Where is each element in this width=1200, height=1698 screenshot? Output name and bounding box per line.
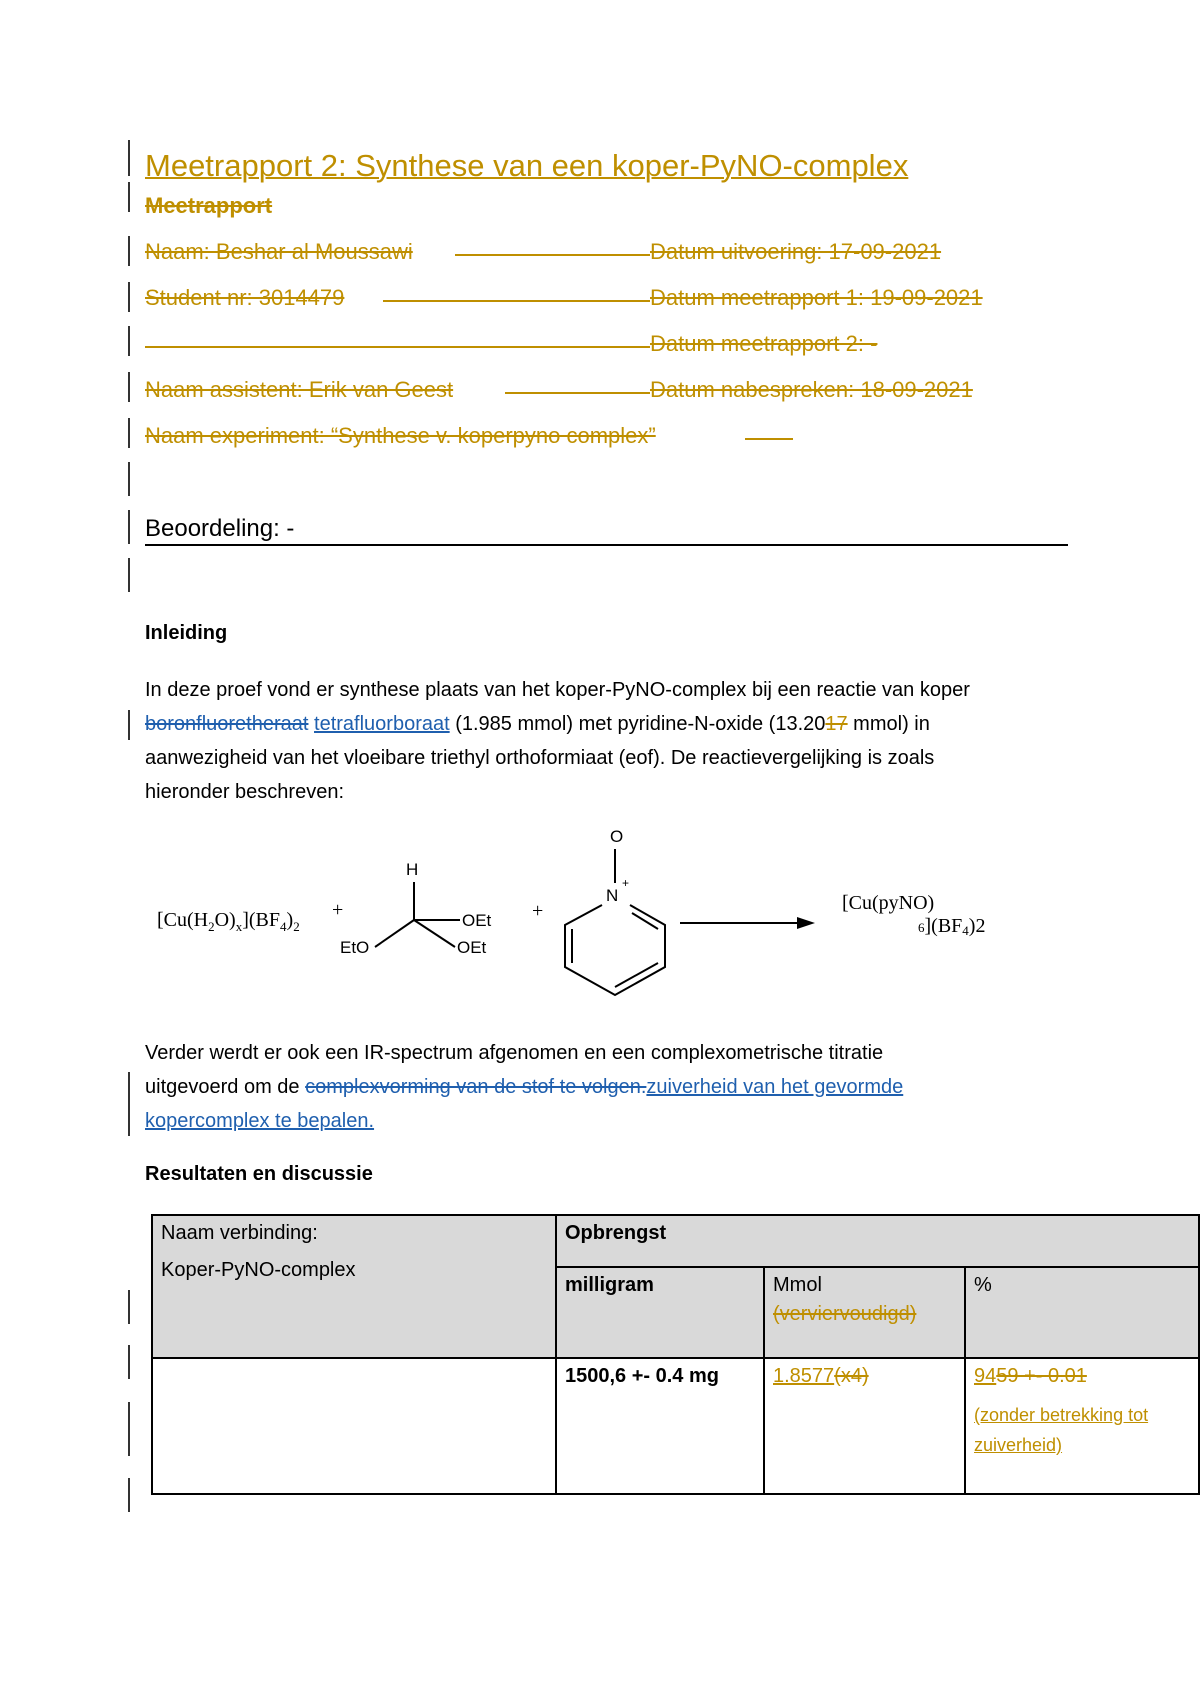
- atom-n: N: [606, 886, 619, 905]
- change-bar: [128, 182, 130, 212]
- table-cell: [965, 1358, 1199, 1494]
- datum-uitvoering: Datum uitvoering: 17-09-2021: [650, 239, 942, 264]
- beoordeling: Beoordeling: -: [145, 515, 295, 542]
- results-table: [151, 1214, 1200, 1495]
- student-nr: Student nr: 3014479: [145, 285, 345, 310]
- deleted-text: (x4): [834, 1365, 869, 1387]
- change-bar: [128, 558, 130, 592]
- change-bar: [128, 1478, 130, 1512]
- deleted-text: 17: [825, 713, 848, 735]
- naam-experiment: Naam experiment: “Synthese v. koperpyno complex”: [145, 423, 656, 448]
- beoordeling-rule: [145, 544, 1068, 546]
- change-bar: [128, 710, 130, 740]
- inserted-text: kopercomplex te bepalen.: [145, 1110, 375, 1132]
- section-heading-resultaten: Resultaten en discussie: [145, 1163, 373, 1185]
- orthoformate-bonds: [375, 882, 460, 947]
- atom-eto: EtO: [340, 938, 370, 957]
- datum-meetrapport-1: Datum meetrapport 1: 19-09-2021: [650, 285, 983, 310]
- pyridine-ring: [565, 849, 665, 995]
- table-cell: [764, 1358, 965, 1494]
- change-bar: [128, 418, 130, 448]
- naam-field: Naam: Beshar al Moussawi: [145, 239, 413, 264]
- reaction-arrow: [680, 917, 815, 929]
- change-bar: [128, 1345, 130, 1379]
- naam-assistent: Naam assistent: Erik van Geest: [145, 377, 454, 402]
- table-cell: %: [965, 1267, 1199, 1358]
- reactant-copper: $[Cu(H_2O)_x](BF_4)_2$: [157, 909, 300, 934]
- inserted-text: tetrafluorboraat: [314, 713, 450, 735]
- table-cell: milligram: [556, 1267, 764, 1358]
- inserted-text: zuiverheid van het gevormde: [646, 1076, 904, 1098]
- meetrapport-label: Meetrapport: [145, 193, 273, 218]
- datum-nabespreken: Datum nabespreken: 18-09-2021: [650, 377, 973, 402]
- change-bar: [128, 1402, 130, 1456]
- table-cell: Opbrengst: [556, 1215, 1199, 1267]
- deleted-text: 59 +- 0.01: [996, 1365, 1087, 1387]
- change-bar: [128, 462, 130, 496]
- table-cell: Mmol (verviervoudigd): [764, 1267, 965, 1358]
- deleted-text: boronfluoretheraat: [145, 713, 309, 735]
- atom-oet: OEt: [462, 911, 492, 930]
- pct-note: (zonder betrekking tot zuiverheid): [974, 1405, 1149, 1455]
- strike-line: [145, 346, 650, 348]
- ir-paragraph: Verder werdt er ook een IR-spectrum afgenomen en een complexometrische titratie uitgevoerd om de complexvorming van de stof te volgen.zuiverheid van het gevormde kopercomplex te bepalen.: [145, 1042, 904, 1132]
- strike-line: [505, 392, 650, 394]
- table-cell: 1500,6 +- 0.4 mg: [556, 1358, 764, 1494]
- atom-h: H: [406, 860, 419, 879]
- change-bar: [128, 282, 130, 312]
- strike-line: [745, 438, 793, 440]
- deleted-text: complexvorming van de stof te volgen.: [305, 1076, 647, 1098]
- table-cell: [152, 1358, 556, 1494]
- atom-o: O: [610, 827, 624, 846]
- change-bar: [128, 1290, 130, 1324]
- deleted-text: (verviervoudigd): [773, 1303, 917, 1325]
- table-cell: Naam verbinding: Koper-PyNO-complex: [152, 1215, 556, 1358]
- inserted-text: 94: [974, 1365, 997, 1387]
- product-b: 6](BF4)2: [918, 915, 986, 938]
- strike-line: [383, 300, 650, 302]
- inleiding-paragraph: In deze proef vond er synthese plaats van het koper-PyNO-complex bij een reactie van koper boronfluoretheraat tetrafluorboraat (1.985 mmol) met pyridine-N-oxide (13.2017 mmol) in aanwezigheid van het vloeibare triethyl orthoformiaat (eof). De reactievergelijking is zoals hieronder beschreven:: [145, 679, 970, 803]
- change-bar: [128, 372, 130, 402]
- change-bar: [128, 510, 130, 544]
- plus-sign: +: [532, 900, 544, 922]
- page-title: Meetrapport 2: Synthese van een koper-PyNO-complex: [145, 148, 909, 183]
- section-heading-inleiding: Inleiding: [145, 622, 228, 644]
- inserted-text: 1.8577: [773, 1365, 835, 1387]
- change-bar: [128, 140, 130, 176]
- datum-meetrapport-2: Datum meetrapport 2: -: [650, 331, 878, 356]
- strike-line: [455, 254, 650, 256]
- change-bar: [128, 236, 130, 266]
- plus-sign: +: [332, 899, 344, 921]
- reaction-scheme: [150, 825, 1050, 1025]
- charge: +: [622, 876, 630, 890]
- product-a: [Cu(pyNO): [842, 892, 935, 914]
- atom-oet: OEt: [457, 938, 487, 957]
- change-bar: [128, 1072, 130, 1136]
- change-bar: [128, 326, 130, 356]
